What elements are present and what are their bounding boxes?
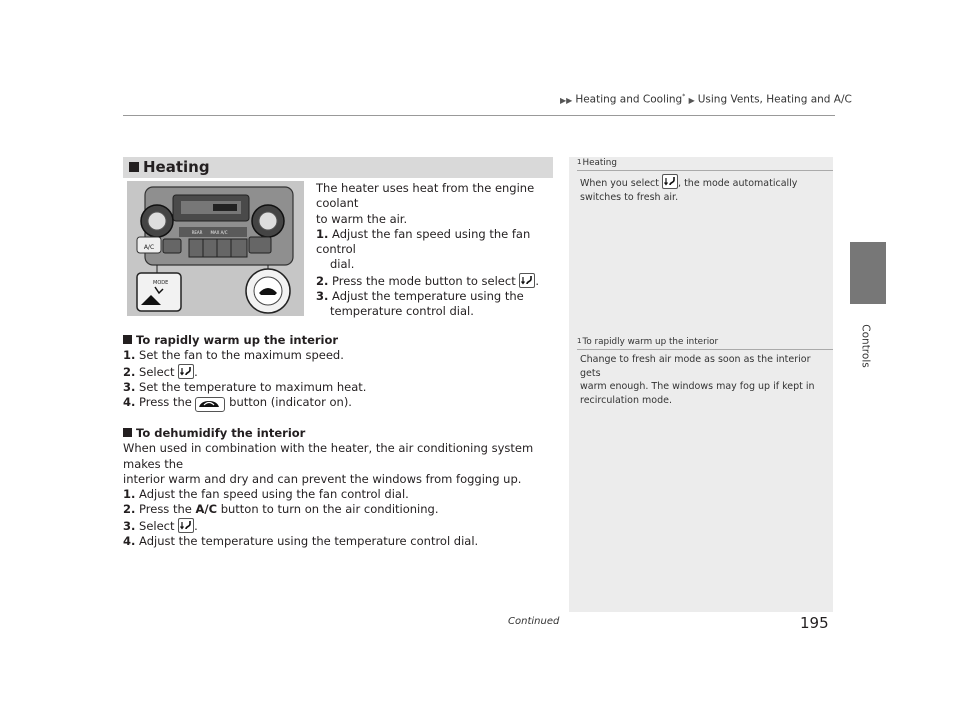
dehumid-step-2: 2. Press the A/C button to turn on the air conditioning. bbox=[123, 502, 439, 517]
heat-floor-mode-icon bbox=[662, 174, 678, 189]
panel-mode-label: MODE bbox=[153, 280, 169, 286]
dehumid-step-1: 1. Adjust the fan speed using the fan control dial. bbox=[123, 487, 409, 502]
dehumid-step-3: 3. Select . bbox=[123, 518, 198, 533]
dehumidify-section bbox=[123, 426, 563, 549]
header-rule bbox=[123, 115, 835, 116]
climate-panel-illustration bbox=[127, 181, 304, 316]
heat-floor-mode-icon bbox=[178, 364, 194, 379]
intro-step-1-cont: dial. bbox=[330, 257, 355, 272]
warm-up-section bbox=[123, 333, 553, 412]
arrow-right-icon: ▶▶ bbox=[560, 95, 573, 105]
intro-step-2: 2. Press the mode button to select . bbox=[316, 273, 540, 288]
warm-step-3: 3. Set the temperature to maximum heat. bbox=[123, 379, 367, 394]
chapter-tab[interactable] bbox=[850, 242, 886, 304]
breadcrumb-item-heating-cooling[interactable]: Heating and Cooling bbox=[575, 93, 683, 106]
chapter-tab-label: Controls bbox=[859, 324, 872, 368]
intro-step-1: 1. Adjust the fan speed using the fan control bbox=[316, 226, 531, 257]
note-warm-up bbox=[577, 337, 833, 407]
warm-step-1: 1. Set the fan to the maximum speed. bbox=[123, 348, 344, 363]
ac-button-label: A/C bbox=[195, 502, 218, 517]
section-title: Heating bbox=[129, 158, 210, 176]
dehumidify-line-2: interior warm and dry and can prevent the windows from fogging up. bbox=[123, 471, 522, 486]
intro-step-3-cont: temperature control dial. bbox=[330, 304, 474, 319]
note-warm-up-title: 1To rapidly warm up the interior bbox=[577, 337, 719, 347]
panel-ac-label: A/C bbox=[143, 244, 155, 251]
warm-up-heading: To rapidly warm up the interior bbox=[123, 333, 553, 348]
note-heating bbox=[577, 158, 833, 204]
intro-line-2: to warm the air. bbox=[316, 211, 408, 226]
arrow-right-icon: ▶ bbox=[688, 95, 695, 105]
dehumidify-line-1: When used in combination with the heater, the air conditioning system makes the bbox=[123, 441, 534, 471]
note-warm-up-text: Change to fresh air mode as soon as the interior gets warm enough. The windows may fog up if kept in recirculation mode. bbox=[580, 354, 815, 406]
intro-text bbox=[316, 181, 556, 320]
intro-line-1: The heater uses heat from the engine coolant bbox=[316, 181, 535, 211]
intro-step-3: 3. Adjust the temperature using the bbox=[316, 289, 524, 304]
panel-rear-label: REAR bbox=[191, 230, 203, 235]
dehumidify-heading: To dehumidify the interior bbox=[123, 426, 563, 441]
climate-panel-drawing bbox=[127, 181, 304, 316]
breadcrumb-footnote-mark: * bbox=[682, 93, 686, 100]
panel-max-ac-label: MAX A/C bbox=[210, 230, 228, 235]
page-number: 195 bbox=[800, 614, 829, 632]
breadcrumb-item-vents[interactable]: Using Vents, Heating and A/C bbox=[697, 93, 852, 106]
note-heating-text: When you select , the mode automatically switches to fresh air. bbox=[577, 174, 833, 204]
dehumid-step-4: 4. Adjust the temperature using the temperature control dial. bbox=[123, 534, 479, 549]
recirculation-car-icon bbox=[195, 397, 225, 412]
heat-floor-mode-icon bbox=[519, 273, 535, 288]
notes-column bbox=[569, 157, 833, 612]
heat-floor-mode-icon bbox=[178, 518, 194, 533]
warm-step-4: 4. Press the button (indicator on). bbox=[123, 395, 553, 412]
warm-step-2: 2. Select . bbox=[123, 364, 198, 379]
section-header bbox=[123, 157, 553, 178]
continued-label: Continued bbox=[508, 616, 560, 627]
note-heating-title: 1Heating bbox=[577, 158, 617, 168]
breadcrumb bbox=[560, 93, 852, 106]
